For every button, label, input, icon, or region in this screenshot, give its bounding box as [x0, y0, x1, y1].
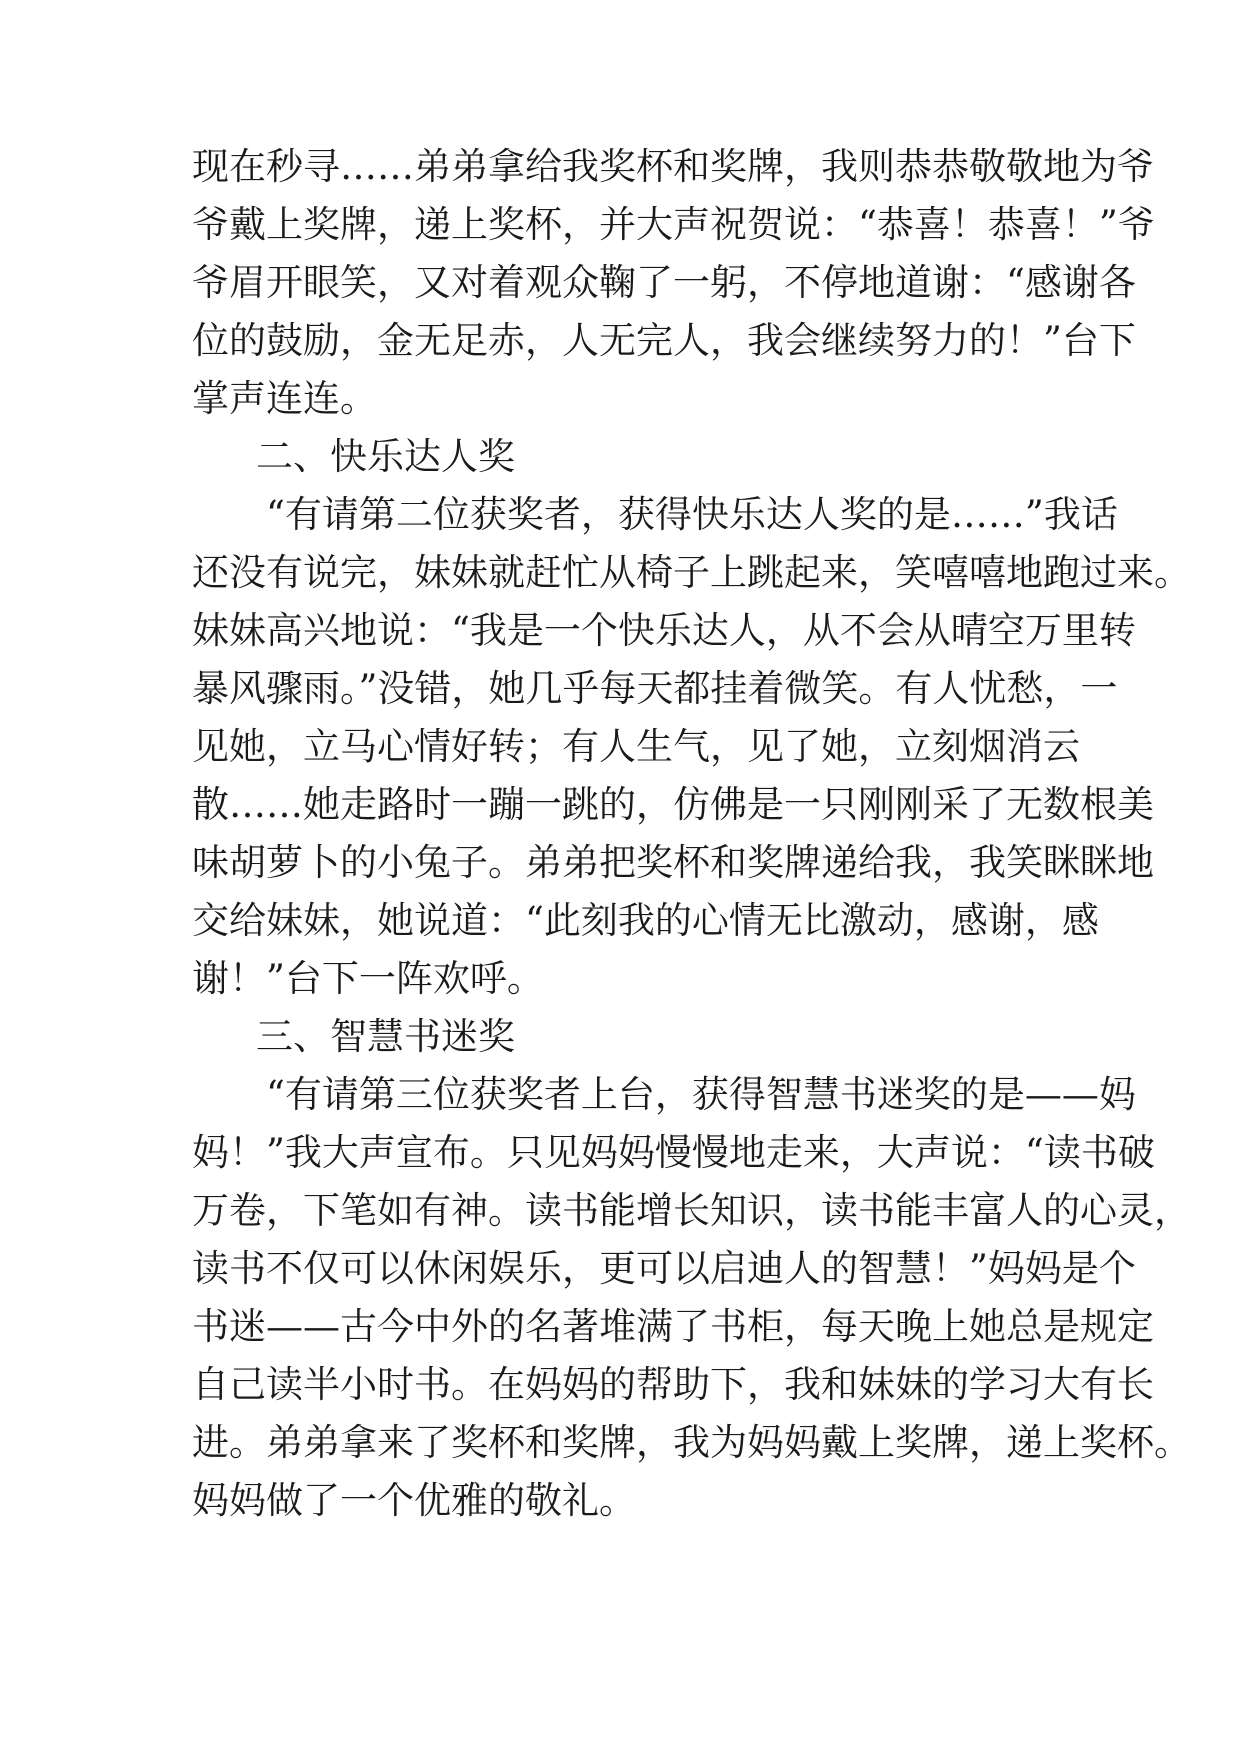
text-line: 还没有说完，妹妹就赶忙从椅子上跳起来，笑嘻嘻地跑过来。: [192, 551, 1191, 594]
text-line: 掌声连连。: [192, 377, 377, 420]
text-line: 见她，立马心情好转；有人生气，见了她，立刻烟消云: [192, 725, 1080, 768]
text-line: 自己读半小时书。在妈妈的帮助下，我和妹妹的学习大有长: [192, 1363, 1154, 1406]
text-line: 妹妹高兴地说：“我是一个快乐达人，从不会从晴空万里转: [192, 609, 1136, 652]
text-line: 爷戴上奖牌，递上奖杯，并大声祝贺说：“恭喜！恭喜！”爷: [192, 203, 1155, 246]
text-line: 现在秒寻……弟弟拿给我奖杯和奖牌，我则恭恭敬敬地为爷: [192, 145, 1154, 188]
text-line: 散……她走路时一蹦一跳的，仿佛是一只刚刚采了无数根美: [192, 783, 1154, 826]
text-line: 读书不仅可以休闲娱乐，更可以启迪人的智慧！”妈妈是个: [192, 1247, 1136, 1290]
section-heading-happy: 二、快乐达人奖: [256, 435, 515, 478]
text-line: “有请第三位获奖者上台，获得智慧书迷奖的是——妈: [266, 1073, 1136, 1116]
text-line: 进。弟弟拿来了奖杯和奖牌，我为妈妈戴上奖牌，递上奖杯。: [192, 1421, 1191, 1464]
text-line: 暴风骤雨。”没错，她几乎每天都挂着微笑。有人忧愁，一: [192, 667, 1118, 710]
paragraph-2: [192, 486, 1191, 1008]
text-line: 妈妈做了一个优雅的敬礼。: [192, 1479, 636, 1522]
section-heading-bookworm: 三、智慧书迷奖: [256, 1015, 515, 1058]
text-line: 爷眉开眼笑，又对着观众鞠了一躬，不停地道谢：“感谢各: [192, 261, 1136, 304]
text-line: 谢！”台下一阵欢呼。: [192, 957, 544, 1000]
text-line: 妈！”我大声宣布。只见妈妈慢慢地走来，大声说：“读书破: [192, 1131, 1155, 1174]
text-line: “有请第二位获奖者，获得快乐达人奖的是……”我话: [266, 493, 1118, 536]
paragraph-1: [192, 138, 1155, 428]
text-line: 书迷——古今中外的名著堆满了书柜，每天晚上她总是规定: [192, 1305, 1154, 1348]
text-line: 交给妹妹，她说道：“此刻我的心情无比激动，感谢，感: [192, 899, 1099, 942]
text-line: 万卷，下笔如有神。读书能增长知识，读书能丰富人的心灵，: [192, 1189, 1191, 1232]
paragraph-3: [192, 1066, 1191, 1530]
text-line: 位的鼓励，金无足赤，人无完人，我会继续努力的！”台下: [192, 319, 1136, 362]
document-page: [192, 138, 1191, 1530]
text-line: 味胡萝卜的小兔子。弟弟把奖杯和奖牌递给我，我笑眯眯地: [192, 841, 1154, 884]
